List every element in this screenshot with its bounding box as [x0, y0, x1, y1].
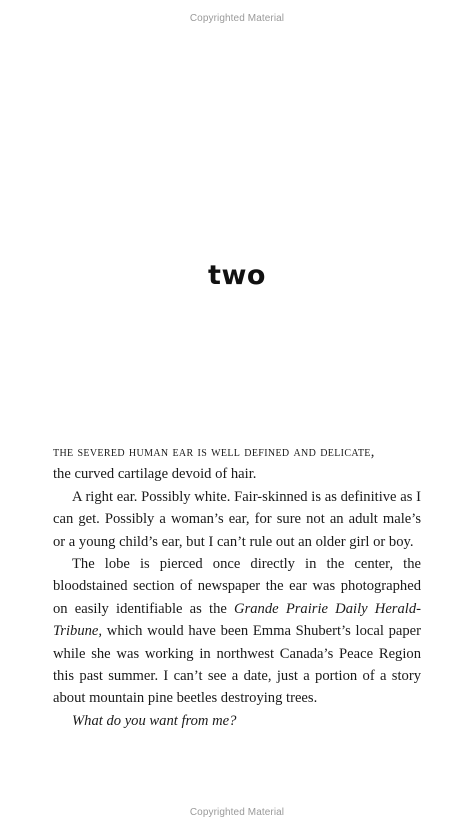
chapter-body: [53, 441, 421, 732]
newspaper-title-italic: Grande Prairie Daily Herald-Tribune,: [53, 600, 421, 640]
paragraph-2: [53, 486, 421, 553]
paragraph-4-italic-question: What do you want from me?: [72, 712, 237, 729]
paragraph-3: [53, 553, 421, 710]
paragraph-3-text-after: which would have been Emma Shubert’s local paper while she was working in northwest Canada’s Peace Region this past summer. I can’t see a date, just a portion of a story about mountain pine beetles destroying trees.: [53, 623, 421, 707]
chapter-title: two: [208, 260, 266, 291]
paragraph-1: [53, 441, 421, 486]
paragraph-3-text-before: The lobe is pierced once directly in the center, the bloodstained section of newspaper the ear was photographed on easily identifiable as the: [53, 556, 421, 617]
paragraph-1-lead-smallcaps: the severed human ear is well defined and delicate,: [53, 444, 375, 460]
paragraph-2-text: A right ear. Possibly white. Fair-skinned is as definitive as I can get. Possibly a woman’s ear, for sure not an adult male’s or a young child’s ear, but I can’t rule out an older girl or boy.: [53, 488, 421, 550]
copyright-watermark-bottom: Copyrighted Material: [189, 807, 285, 818]
copyright-watermark-top: Copyrighted Material: [189, 13, 285, 24]
paragraph-1-rest: the curved cartilage devoid of hair.: [53, 466, 257, 483]
paragraph-4: [53, 710, 421, 732]
